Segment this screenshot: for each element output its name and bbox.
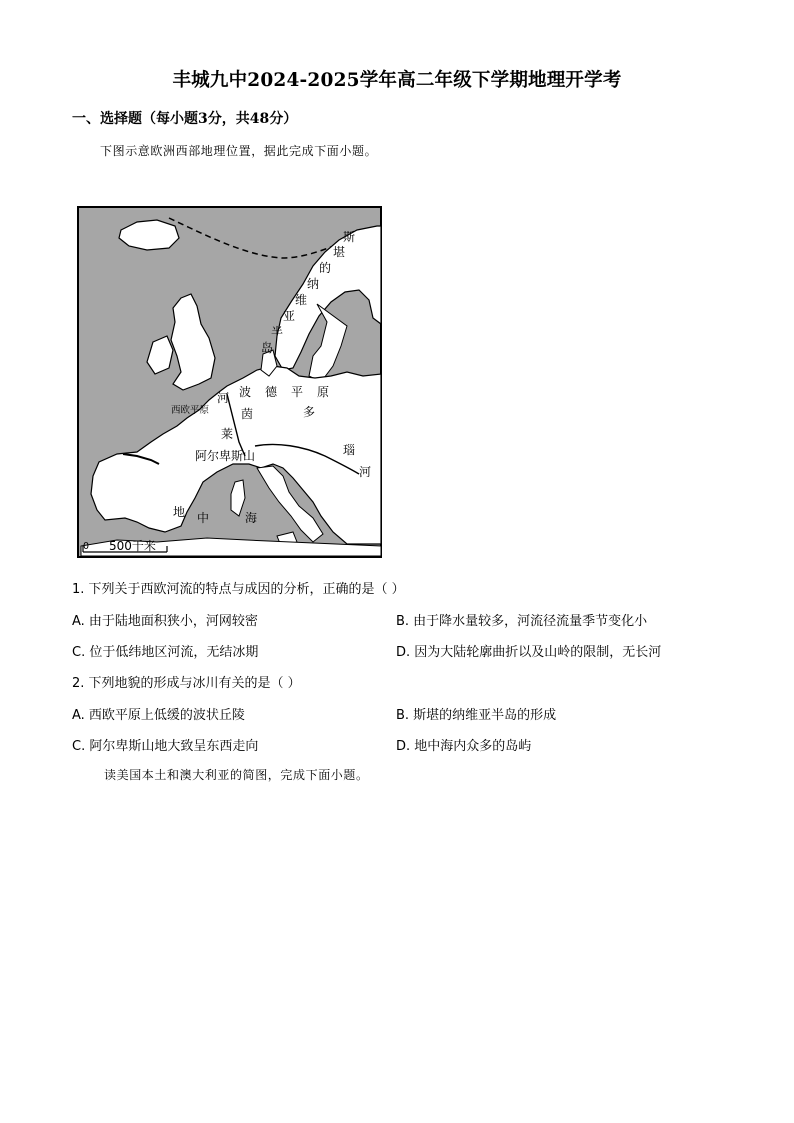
question-2-option-a[interactable]: A. 西欧平原上低缓的波状丘陵 [72,708,245,723]
label-alps: 阿尔卑斯山 [195,449,256,463]
label-scandinavia-1: 斯 [343,230,356,244]
label-rhine-3: 莱 [221,427,234,441]
europe-map-svg [77,206,382,558]
question-2-stem: 2. 下列地貌的形成与冰川有关的是（ ） [72,676,301,691]
label-poland-plain-2: 德 [265,385,278,399]
question-1-option-d[interactable]: D. 因为大陆轮廓曲折以及山岭的限制，无长河 [396,645,662,660]
group1-intro: 下图示意欧洲西部地理位置，据此完成下面小题。 [100,144,378,158]
question-1-option-c[interactable]: C. 位于低纬地区河流，无结冰期 [72,645,259,660]
label-danube-2: 瑙 [343,443,356,457]
label-rhine-2: 茵 [241,407,254,421]
group2-intro: 读美国本土和澳大利亚的简图，完成下面小题。 [104,768,369,782]
label-scandinavia-5: 维 [295,293,308,307]
section-heading: 一、选择题（每小题3分，共48分） [72,111,298,127]
question-2-option-b[interactable]: B. 斯堪的纳维亚半岛的形成 [396,708,557,723]
scale-label: 500千米 [109,539,156,553]
label-danube-3: 河 [359,465,372,479]
europe-map [77,206,382,558]
label-poland-plain-1: 波 [239,385,252,399]
label-mediterranean-1: 地 [173,505,186,519]
label-scandinavia-6: 亚 [283,309,296,323]
label-poland-plain-4: 原 [317,385,330,399]
label-mediterranean-3: 海 [245,511,258,525]
label-scandinavia-3: 的 [319,261,332,275]
scale-zero-label: 0 [83,541,90,552]
label-mediterranean-2: 中 [197,511,210,525]
question-1-stem: 1. 下列关于西欧河流的特点与成因的分析，正确的是（ ） [72,582,405,597]
question-2-option-d[interactable]: D. 地中海内众多的岛屿 [396,739,532,754]
label-rhine-1: 河 [217,391,230,405]
question-2-option-c[interactable]: C. 阿尔卑斯山地大致呈东西走向 [72,739,259,754]
label-scandinavia-7: 半 [271,325,284,339]
question-1-option-b[interactable]: B. 由于降水量较多，河流径流量季节变化小 [396,614,648,629]
label-west-europe-plain: 西欧平原 [171,405,210,416]
question-1-option-a[interactable]: A. 由于陆地面积狭小，河网较密 [72,614,258,629]
label-scandinavia-4: 纳 [307,277,320,291]
label-scandinavia-8: 岛 [261,341,274,355]
page-title: 丰城九中2024-2025学年高二年级下学期地理开学考 [172,70,622,91]
label-danube-1: 多 [303,405,316,419]
label-poland-plain-3: 平 [291,385,304,399]
label-scandinavia-2: 堪 [333,245,346,259]
